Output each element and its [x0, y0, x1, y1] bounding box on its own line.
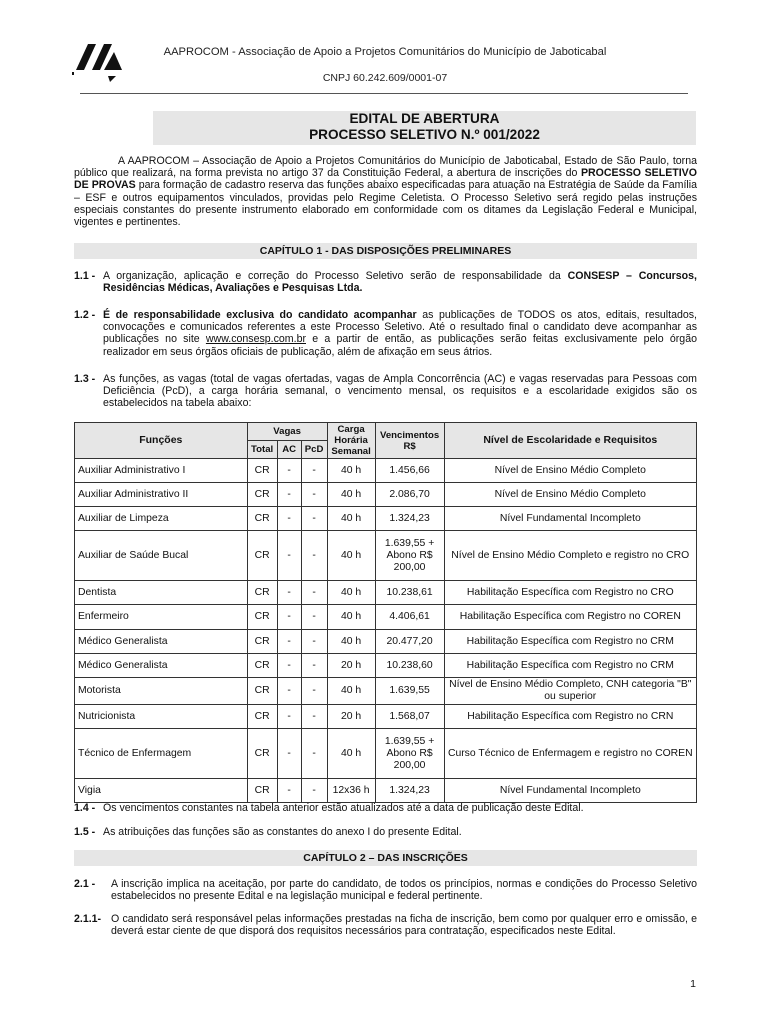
- cell-funcao: Auxiliar de Saúde Bucal: [75, 531, 248, 581]
- cell-carga: 40 h: [327, 531, 375, 581]
- table-row: [75, 729, 697, 779]
- table-row: [75, 459, 697, 483]
- cell-requisitos: Habilitação Específica com Registro no CRN: [444, 705, 696, 729]
- header-funcoes: Funções: [75, 423, 248, 459]
- cell-ac: -: [277, 581, 301, 605]
- cell-vencimento: 1.639,55: [375, 678, 444, 705]
- cell-total: CR: [247, 779, 277, 803]
- cell-funcao: Médico Generalista: [75, 630, 248, 654]
- cell-requisitos: Nível de Ensino Médio Completo, CNH categoria "B" ou superior: [444, 678, 696, 705]
- cell-carga: 20 h: [327, 705, 375, 729]
- cell-total: CR: [247, 581, 277, 605]
- cell-total: CR: [247, 459, 277, 483]
- cell-vencimento: 2.086,70: [375, 483, 444, 507]
- cell-requisitos: Nível de Ensino Médio Completo: [444, 459, 696, 483]
- cell-funcao: Auxiliar de Limpeza: [75, 507, 248, 531]
- table-row: [75, 605, 697, 630]
- table-row: [75, 678, 697, 705]
- cell-carga: 40 h: [327, 483, 375, 507]
- item-2-1-1: 2.1.1- O candidato será responsável pelas informações prestadas na ficha de inscrição, bem como por qualquer erro e omissão, e deverá estar ciente de que disporá dos requisitos necessários para contratação, especificados neste Edital.: [74, 913, 697, 938]
- cell-ac: -: [277, 779, 301, 803]
- cell-requisitos: Habilitação Específica com Registro no CRM: [444, 654, 696, 678]
- cell-carga: 40 h: [327, 630, 375, 654]
- table-row: [75, 630, 697, 654]
- cell-total: CR: [247, 507, 277, 531]
- cell-requisitos: Habilitação Específica com Registro no CRM: [444, 630, 696, 654]
- item-1-2: 1.2 - É de responsabilidade exclusiva do candidato acompanhar as publicações de TODOS os atos, editais, resultados, convocações e comunicados referentes a este Processo Seletivo. Até o resultado final o candidato deve acompanhar as publicações no site www.consesp.com.br e a partir de então, as publicações serão feitas exclusivamente pelo órgão realizador em seus órgãos oficiais de publicação, além de afixação em seus átrios.: [74, 309, 697, 358]
- cell-vencimento: 1.456,66: [375, 459, 444, 483]
- item-1-5: 1.5 - As atribuições das funções são as constantes do anexo I do presente Edital.: [74, 826, 462, 838]
- cell-requisitos: Nível de Ensino Médio Completo e registro no CRO: [444, 531, 696, 581]
- cell-funcao: Vigia: [75, 779, 248, 803]
- header-pcd: PcD: [301, 441, 327, 459]
- cell-vencimento: 1.568,07: [375, 705, 444, 729]
- cell-funcao: Médico Generalista: [75, 654, 248, 678]
- cell-ac: -: [277, 507, 301, 531]
- cell-requisitos: Habilitação Específica com Registro no COREN: [444, 605, 696, 630]
- cell-total: CR: [247, 483, 277, 507]
- cell-vencimento: 1.324,23: [375, 507, 444, 531]
- chapter-1-heading: CAPÍTULO 1 - DAS DISPOSIÇÕES PRELIMINARES: [74, 243, 697, 259]
- cell-carga: 12x36 h: [327, 779, 375, 803]
- table-row: [75, 507, 697, 531]
- cell-funcao: Dentista: [75, 581, 248, 605]
- cell-ac: -: [277, 459, 301, 483]
- header-org-name: AAPROCOM - Associação de Apoio a Projetos Comunitários do Município de Jaboticabal: [163, 46, 607, 58]
- cell-total: CR: [247, 705, 277, 729]
- cell-pcd: -: [301, 705, 327, 729]
- cell-pcd: -: [301, 678, 327, 705]
- cell-carga: 40 h: [327, 729, 375, 779]
- cell-requisitos: Habilitação Específica com Registro no CRO: [444, 581, 696, 605]
- header-vencimentos: Vencimentos R$: [375, 423, 444, 459]
- cell-funcao: Enfermeiro: [75, 605, 248, 630]
- page-number: 1: [690, 978, 696, 990]
- cell-pcd: -: [301, 729, 327, 779]
- cell-total: CR: [247, 531, 277, 581]
- cell-total: CR: [247, 678, 277, 705]
- table-row: [75, 581, 697, 605]
- cell-carga: 40 h: [327, 507, 375, 531]
- cell-total: CR: [247, 729, 277, 779]
- cell-pcd: -: [301, 654, 327, 678]
- cell-requisitos: Nível Fundamental Incompleto: [444, 779, 696, 803]
- cell-pcd: -: [301, 507, 327, 531]
- header-vagas: Vagas: [247, 423, 327, 441]
- table-row: [75, 779, 697, 803]
- cell-total: CR: [247, 654, 277, 678]
- cell-funcao: Nutricionista: [75, 705, 248, 729]
- cell-carga: 20 h: [327, 654, 375, 678]
- header-carga: Carga Horária Semanal: [327, 423, 375, 459]
- cell-pcd: -: [301, 605, 327, 630]
- cell-ac: -: [277, 705, 301, 729]
- cell-pcd: -: [301, 779, 327, 803]
- consesp-link[interactable]: www.consesp.com.br: [205, 333, 306, 346]
- cell-ac: -: [277, 531, 301, 581]
- item-1-3: 1.3 - As funções, as vagas (total de vagas ofertadas, vagas de Ampla Concorrência (AC) e vagas reservadas para Pessoas com Deficiência (PcD), a carga horária semanal, o vencimento mensal, os requisitos e a escolaridade exigidos são os estabelecidos na tabela abaixo:: [74, 373, 697, 410]
- cell-vencimento: 1.639,55 + Abono R$ 200,00: [375, 729, 444, 779]
- header-ac: AC: [277, 441, 301, 459]
- item-1-4: 1.4 - Os vencimentos constantes na tabela anterior estão atualizados até a data de publicação deste Edital.: [74, 802, 584, 814]
- cell-total: CR: [247, 605, 277, 630]
- cell-pcd: -: [301, 531, 327, 581]
- cell-pcd: -: [301, 630, 327, 654]
- cell-vencimento: 1.324,23: [375, 779, 444, 803]
- cell-ac: -: [277, 483, 301, 507]
- cell-pcd: -: [301, 459, 327, 483]
- cell-vencimento: 20.477,20: [375, 630, 444, 654]
- cell-pcd: -: [301, 483, 327, 507]
- cell-ac: -: [277, 630, 301, 654]
- cell-carga: 40 h: [327, 459, 375, 483]
- cell-funcao: Auxiliar Administrativo I: [75, 459, 248, 483]
- cell-requisitos: Nível Fundamental Incompleto: [444, 507, 696, 531]
- header-total: Total: [247, 441, 277, 459]
- table-row: [75, 483, 697, 507]
- cell-total: CR: [247, 630, 277, 654]
- item-1-1: 1.1 - A organização, aplicação e correção do Processo Seletivo serão de responsabilidade da CONSESP – Concursos, Residências Médicas, Avaliações e Pesquisas Ltda.: [74, 270, 697, 295]
- chapter-2-heading: CAPÍTULO 2 – DAS INSCRIÇÕES: [74, 850, 697, 866]
- header-divider: [80, 93, 688, 94]
- header-cnpj: CNPJ 60.242.609/0001-07: [322, 72, 448, 84]
- cell-ac: -: [277, 654, 301, 678]
- cell-funcao: Técnico de Enfermagem: [75, 729, 248, 779]
- title-line-2: PROCESSO SELETIVO N.º 001/2022: [309, 127, 540, 142]
- title-line-1: EDITAL DE ABERTURA: [349, 111, 500, 126]
- table-row: [75, 531, 697, 581]
- cell-ac: -: [277, 605, 301, 630]
- cell-ac: -: [277, 678, 301, 705]
- cell-ac: -: [277, 729, 301, 779]
- intro-paragraph: A AAPROCOM – Associação de Apoio a Projetos Comunitários do Município de Jaboticabal, Estado de São Paulo, torna público que realizará, na forma prevista no artigo 37 da Constituição Federal, a abertura de inscrições do PROCESSO SELETIVO DE PROVAS para formação de cadastro reserva das funções abaixo especificadas para atuação na Estratégia de Saúde da Família – ESF e outros equipamentos vinculados, providas pelo Regime Celetista. O Processo Seletivo será regido pelas instruções especiais constantes do presente instrumento elaborado em conformidade com os ditames da Legislação Federal e Municipal, vigentes e pertinentes.: [74, 155, 697, 229]
- cell-carga: 40 h: [327, 678, 375, 705]
- cell-funcao: Auxiliar Administrativo II: [75, 483, 248, 507]
- vagas-table: [74, 422, 697, 803]
- table-row: [75, 705, 697, 729]
- cell-requisitos: Curso Técnico de Enfermagem e registro no COREN: [444, 729, 696, 779]
- cell-carga: 40 h: [327, 581, 375, 605]
- cell-vencimento: 10.238,60: [375, 654, 444, 678]
- cell-vencimento: 1.639,55 + Abono R$ 200,00: [375, 531, 444, 581]
- cell-carga: 40 h: [327, 605, 375, 630]
- cell-vencimento: 4.406,61: [375, 605, 444, 630]
- header-nivel: Nível de Escolaridade e Requisitos: [444, 423, 696, 459]
- cell-vencimento: 10.238,61: [375, 581, 444, 605]
- table-row: [75, 654, 697, 678]
- item-2-1: 2.1 - A inscrição implica na aceitação, por parte do candidato, de todos os princípios, normas e condições do Processo Seletivo estabelecidos no presente Edital e na legislação municipal e federal pertinente.: [74, 878, 697, 903]
- cell-pcd: -: [301, 581, 327, 605]
- cell-requisitos: Nível de Ensino Médio Completo: [444, 483, 696, 507]
- cell-funcao: Motorista: [75, 678, 248, 705]
- document-title: [153, 111, 696, 145]
